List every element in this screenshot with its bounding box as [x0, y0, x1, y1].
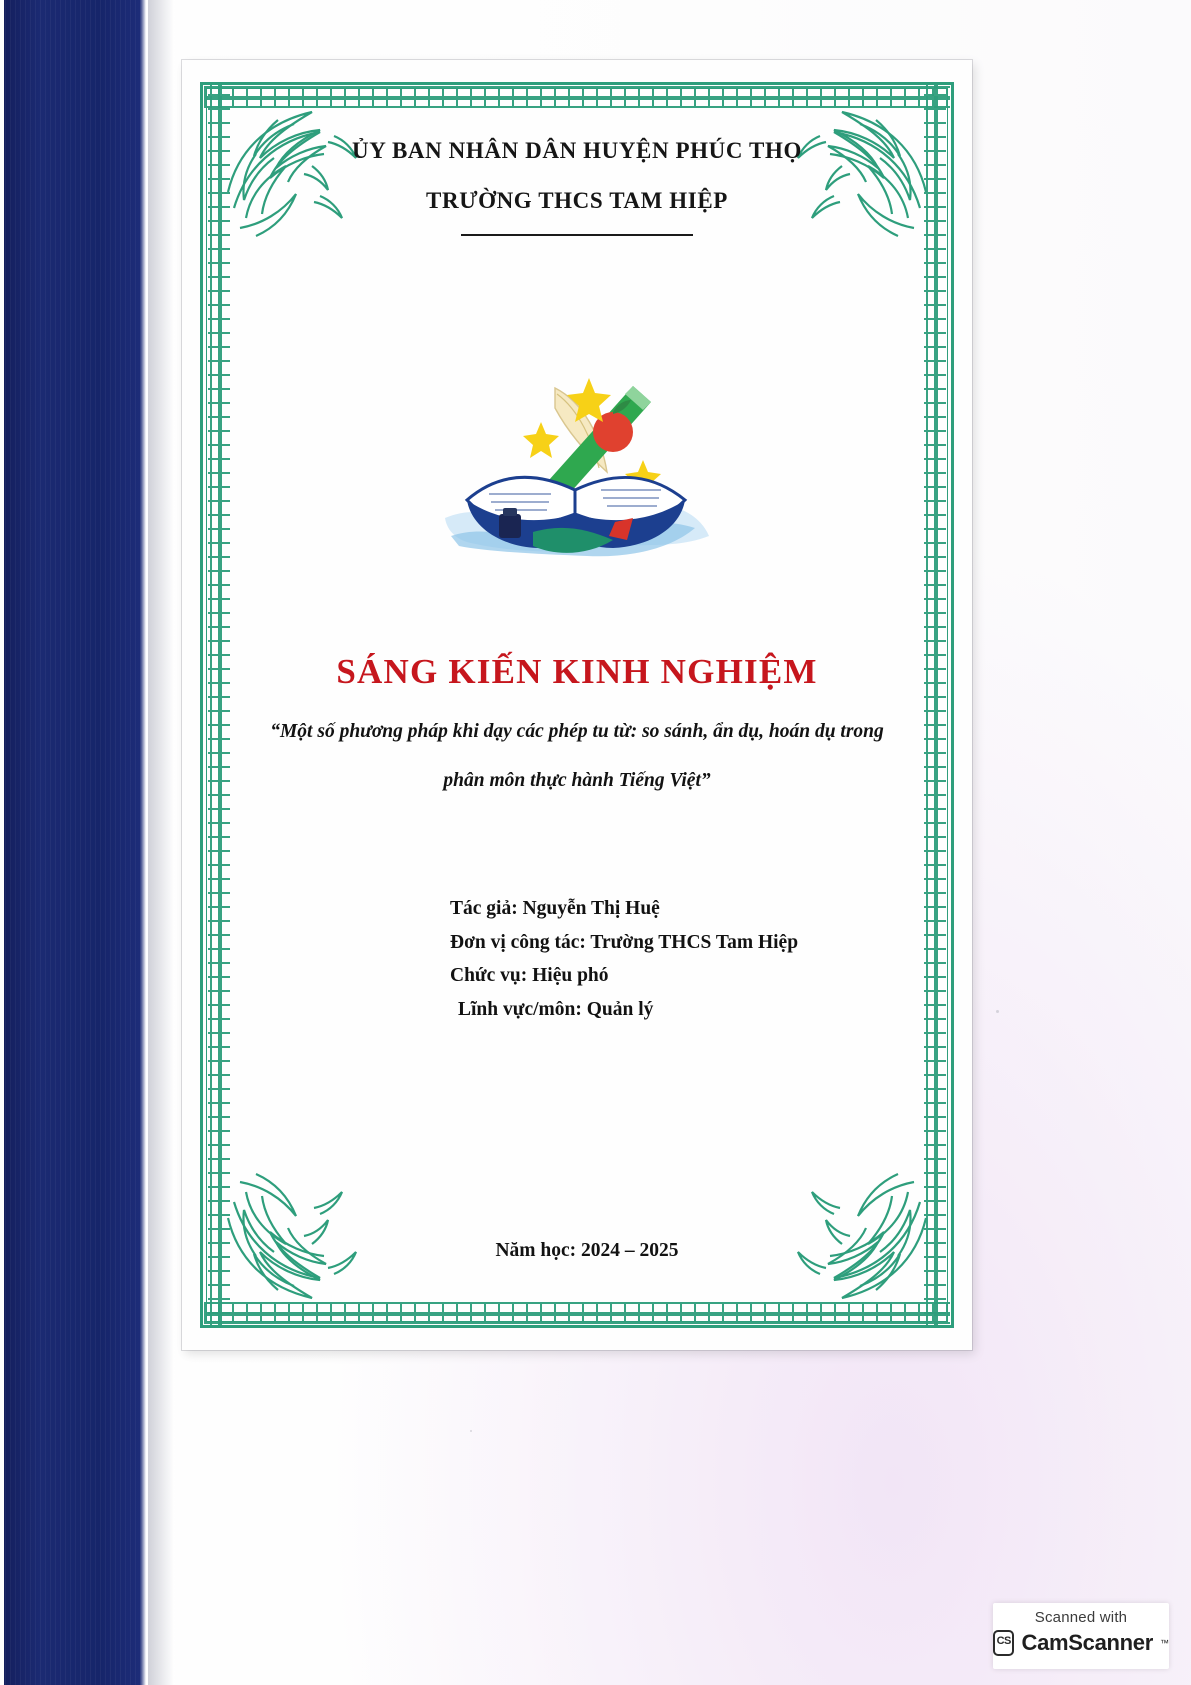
- meta-workplace: Đơn vị công tác: Trường THCS Tam Hiệp: [450, 931, 799, 953]
- school-year: Năm học: 2024 – 2025: [495, 1240, 679, 1261]
- frame-band-right: [924, 82, 946, 1328]
- frame-band-left: [208, 82, 230, 1328]
- document-header: [272, 138, 882, 236]
- authority-name: ỦY BAN NHÂN DÂN HUYỆN PHÚC THỌ: [352, 138, 802, 163]
- book-binding-strip: [0, 0, 148, 1685]
- author-metadata-block: [450, 892, 798, 1026]
- watermark-brand-row: [993, 1630, 1169, 1656]
- binding-shadow: [148, 0, 174, 1685]
- document-sheet: [182, 60, 972, 1350]
- corner-flourish-icon: [788, 1164, 938, 1314]
- meta-author: Tác giả: Nguyễn Thị Huệ: [450, 898, 660, 919]
- camscanner-logo-icon: CS: [993, 1630, 1014, 1656]
- watermark-trademark-mark: ™: [1160, 1638, 1169, 1648]
- scan-speck: [996, 1010, 999, 1013]
- header-divider: [461, 234, 693, 236]
- meta-position: Chức vụ: Hiệu phó: [450, 965, 609, 987]
- page-title: SÁNG KIẾN KINH NGHIỆM: [336, 652, 818, 691]
- watermark-app-name: CamScanner: [1021, 1630, 1153, 1655]
- meta-field: Lĩnh vực/môn: Quản lý: [458, 998, 654, 1020]
- corner-flourish-icon: [216, 1164, 366, 1314]
- camscanner-watermark: [993, 1603, 1169, 1669]
- decorative-frame: [200, 82, 954, 1328]
- subtitle-line-2: phân môn thực hành Tiếng Việt”: [443, 769, 711, 791]
- scan-speck: [470, 1430, 472, 1432]
- subtitle-line-1: “Một số phương pháp khi dạy các phép tu từ: so sánh, ẩn dụ, hoán dụ trong: [270, 721, 884, 742]
- school-name: TRƯỜNG THCS TAM HIỆP: [426, 188, 728, 213]
- document-subtitle: [230, 708, 924, 806]
- open-book-quill-star-emblem-icon: [437, 350, 717, 590]
- watermark-scanned-with-label: Scanned with: [1034, 1609, 1128, 1626]
